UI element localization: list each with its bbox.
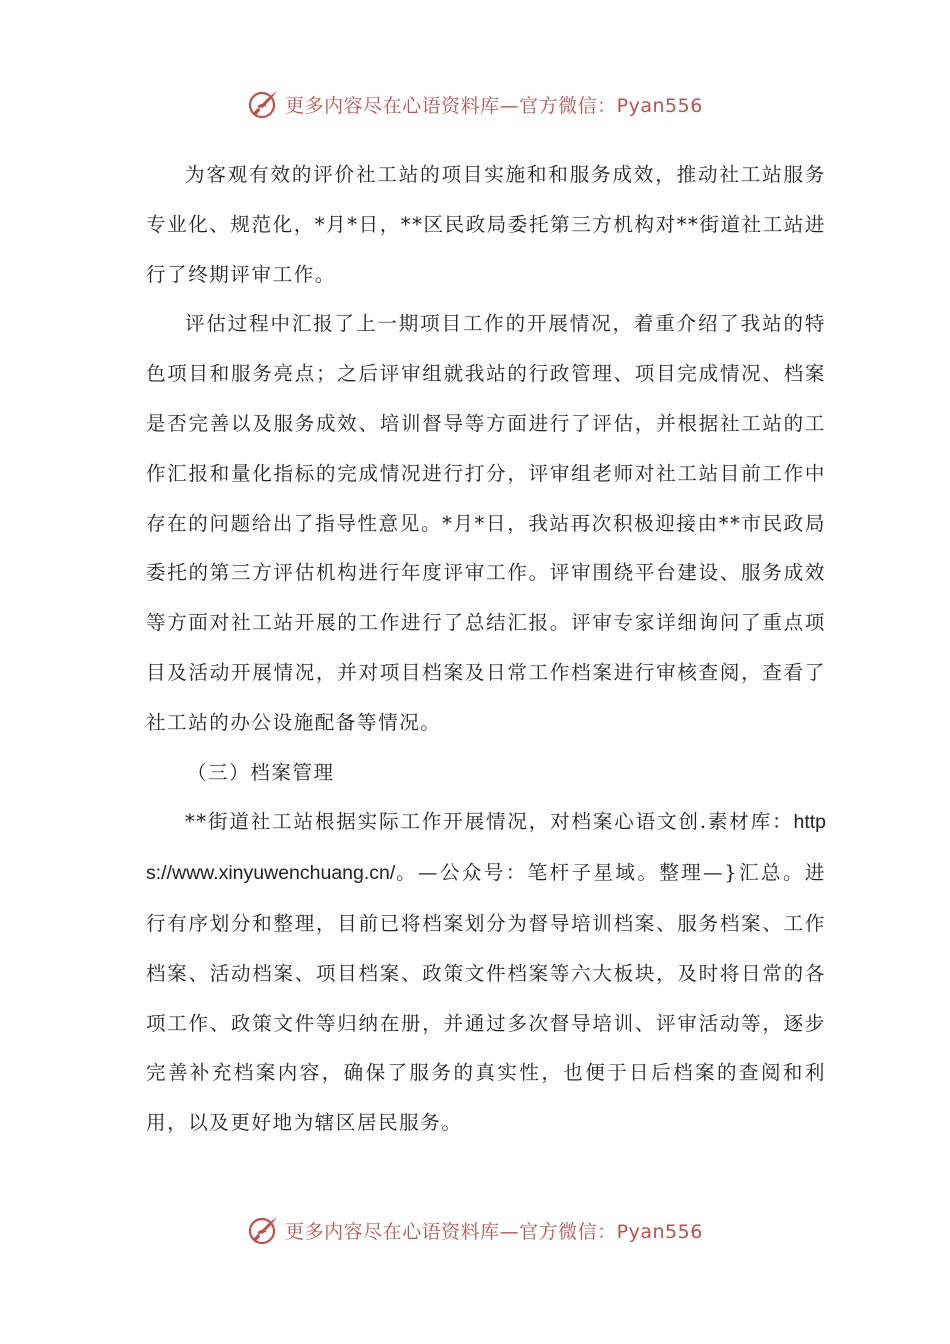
paragraph-2: 评估过程中汇报了上一期项目工作的开展情况，着重介绍了我站的特色项目和服务亮点；之后评审组就我站的行政管理、项目完成情况、档案是否完善以及服务成效、培训督导等方面进行了评估，并根据社工站的工作汇报和量化指标的完成情况进行打分，评审组老师对社工站目前工作中存在的问题给出了指导性意见。*月*日，我站再次积极迎接由**市民政局委托的第三方评估机构进行年度评审工作。评审围绕平台建设、服务成效等方面对社工站开展的工作进行了总结汇报。评审专家详细询问了重点项目及活动开展情况，并对项目档案及日常工作档案进行审核查阅，查看了社工站的办公设施配备等情况。 [146, 312, 826, 734]
header-banner-text: 更多内容尽在心语资料库—官方微信：Pyan556 [285, 94, 703, 117]
paragraph-3-part1: **街道社工站根据实际工作开展情况，对档案心语文创.素材库： [185, 810, 794, 834]
footer-banner [0, 1210, 950, 1250]
paragraph-1: 为客观有效的评价社工站的项目实施和和服务成效，推动社工站服务专业化、规范化，*月*日，**区民政局委托第三方机构对**街道社工站进行了终期评审工作。 [146, 163, 827, 286]
document-body [146, 150, 826, 1148]
paragraph-3 [146, 797, 826, 1148]
paragraph-3-url: https://www.xinyuwenchuang.cn/ [146, 811, 826, 885]
section-heading: （三）档案管理 [186, 760, 335, 784]
pen-nib-logo-icon [247, 1213, 281, 1247]
footer-banner-text: 更多内容尽在心语资料库—官方微信：Pyan556 [285, 1220, 703, 1243]
pen-nib-logo-icon [247, 87, 281, 121]
header-banner [0, 84, 950, 124]
paragraph-3-part2: 。—公众号：笔杆子星域。整理—}汇总。进行有序划分和整理，目前已将档案划分为督导培训档案、服务档案、工作档案、活动档案、项目档案、政策文件档案等六大板块，及时将日常的各项工作、政策文件等归纳在册，并通过多次督导培训、评审活动等，逐步完善补充档案内容，确保了服务的真实性，也便于日后档案的查阅和利用，以及更好地为辖区居民服务。 [146, 861, 826, 1135]
